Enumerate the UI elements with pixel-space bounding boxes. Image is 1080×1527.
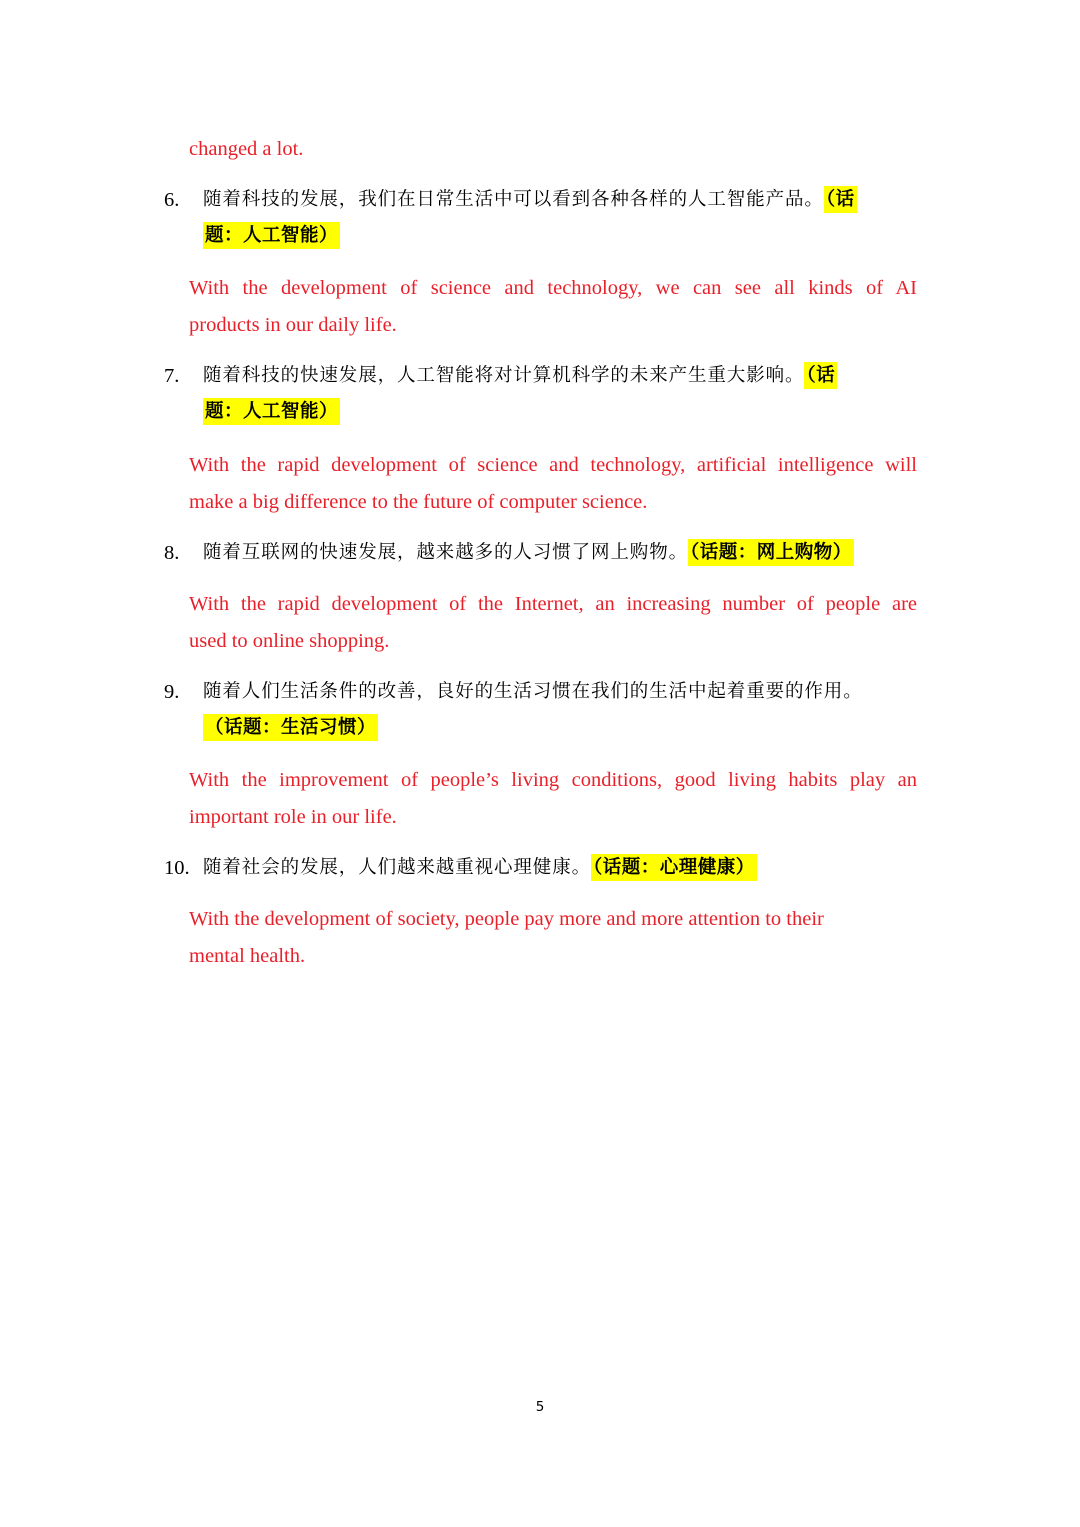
translation-line: With the rapid development of the Internet, an increasing number of people are — [189, 593, 917, 615]
translation-line: With the development of society, people pay more and more attention to their — [189, 908, 824, 930]
translation-line: important role in our life. — [189, 805, 397, 828]
item-number: 9. — [164, 681, 180, 703]
item-number: 7. — [164, 365, 180, 387]
translation-line: make a big difference to the future of computer science. — [189, 490, 648, 513]
chinese-sentence — [203, 182, 920, 254]
chinese-sentence — [203, 358, 920, 430]
chinese-text: 随着科技的发展，我们在日常生活中可以看到各种各样的人工智能产品。 — [203, 189, 824, 210]
chinese-sentence — [203, 850, 920, 886]
item-number: 10. — [164, 857, 190, 879]
translation-line: changed a lot. — [189, 138, 304, 160]
topic-tag: （话题：网上购物） — [688, 539, 854, 566]
topic-tag: （话 — [824, 186, 857, 213]
topic-tag: （话 — [804, 362, 837, 389]
english-translation-6 — [189, 270, 917, 343]
topic-tag: 题：人工智能） — [203, 398, 340, 425]
item-number: 8. — [164, 542, 180, 564]
chinese-text: 随着互联网的快速发展，越来越多的人习惯了网上购物。 — [203, 542, 689, 563]
chinese-text: 随着人们生活条件的改善，良好的生活习惯在我们的生活中起着重要的作用。 — [203, 681, 863, 702]
chinese-sentence — [203, 674, 920, 746]
translation-line: mental health. — [189, 944, 306, 967]
continued-translation — [189, 131, 303, 168]
item-number: 6. — [164, 189, 180, 211]
english-translation-10 — [189, 901, 824, 974]
translation-line: With the development of science and technology, we can see all kinds of AI — [189, 277, 917, 299]
chinese-text: 随着科技的快速发展，人工智能将对计算机科学的未来产生重大影响。 — [203, 365, 805, 386]
topic-tag: （话题：心理健康） — [591, 854, 757, 881]
translation-line: used to online shopping. — [189, 629, 390, 652]
english-translation-8 — [189, 586, 917, 659]
translation-line: With the improvement of people’s living conditions, good living habits play an — [189, 769, 917, 791]
page-number: 5 — [535, 1399, 545, 1415]
english-translation-9 — [189, 762, 917, 835]
translation-line: products in our daily life. — [189, 313, 397, 336]
topic-tag: （话题：生活习惯） — [203, 714, 378, 741]
translation-line: With the rapid development of science and technology, artificial intelligence will — [189, 454, 917, 476]
english-translation-7 — [189, 447, 917, 520]
chinese-sentence — [203, 535, 920, 571]
chinese-text: 随着社会的发展，人们越来越重视心理健康。 — [203, 857, 592, 878]
topic-tag: 题：人工智能） — [203, 222, 340, 249]
